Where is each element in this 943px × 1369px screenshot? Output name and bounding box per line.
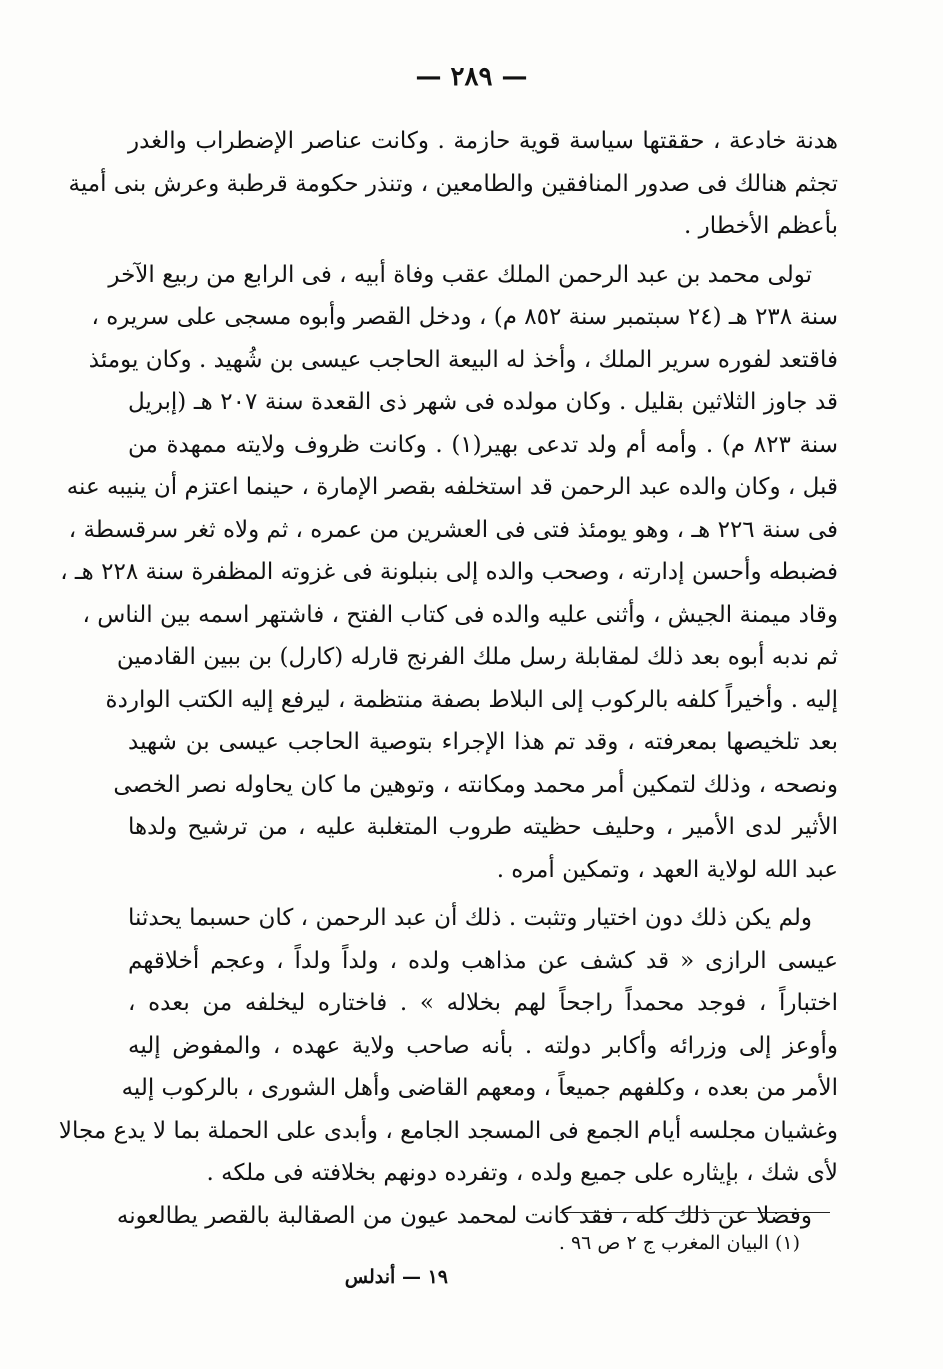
text-line: وقاد ميمنة الجيش ، وأثنى عليه والده فى كتاب الفتح ، فاشتهر اسمه بين الناس ،	[82, 601, 838, 628]
text-line: سنة ٨٢٣ م) . وأمه أم ولد تدعى بهير(١) . وكانت ظروف ولايته ممهدة من	[128, 431, 838, 458]
text-line: ثم ندبه أبوه بعد ذلك لمقابلة رسل ملك الفرنج قارله (كارل) بن ببين القادمين	[116, 644, 838, 670]
text-line: فاقتعد لفوره سرير الملك ، وأخذ له البيعة الحاجب عيسى بن شُهيد . وكان يومئذ	[88, 346, 838, 373]
text-line: تولى محمد بن عبد الرحمن الملك عقب وفاة أبيه ، فى الرابع من ربيع الآخر	[108, 261, 812, 288]
text-line: بأعظم الأخطار .	[684, 213, 838, 239]
footnote-divider	[560, 1212, 830, 1213]
text-line: وفضلا عن ذلك كله ، فقد كانت لمحمد عيون من الصقالبة بالقصر يطالعونه	[116, 1202, 812, 1229]
text-line: إليه . وأخيراً كلفه بالركوب إلى البلاط بصفة منتظمة ، ليرفع إليه الكتب الواردة	[105, 686, 838, 713]
text-line: عيسى الرازى « قد كشف عن مذاهب ولده ، ولداً ولداً ، وعجم أخلاقهم	[128, 947, 838, 974]
text-line: وغشيان مجلسه أيام الجمع فى المسجد الجامع ، وأبدى على الحملة بما لا يدع مجالا	[58, 1117, 838, 1144]
text-line: لأى شك ، بإيثاره على جميع ولده ، وتفرده دونهم بخلافته فى ملكه .	[206, 1160, 838, 1186]
text-line: اختباراً ، فوجد محمداً راجحاً لهم بخلاله » . فاختاره ليخلفه من بعده ،	[128, 990, 838, 1016]
text-line: عبد الله لولاية العهد ، وتمكين أمره .	[496, 856, 838, 883]
signature-mark: ١٩ — أندلس	[344, 1266, 448, 1288]
body-text	[58, 120, 839, 1237]
text-line: تجثم هنالك فى صدور المنافقين والطامعين ، وتنذر حكومة قرطبة وعرش بنى أمية	[68, 170, 838, 197]
text-line: ولم يكن ذلك دون اختيار وتثبت . ذلك أن عبد الرحمن ، كان حسبما يحدثنا	[128, 905, 812, 931]
page-number: — ٢٨٩ —	[415, 62, 528, 92]
text-line: ونصحه ، وذلك لتمكين أمر محمد ومكانته ، وتوهين ما كان يحاوله نصر الخصى	[113, 771, 838, 798]
text-line: فى سنة ٢٢٦ هـ ، وهو يومئذ فتى فى العشرين من عمره ، ثم ولاه ثغر سرقسطة ،	[68, 516, 838, 543]
text-line: قبل ، وكان والده عبد الرحمن قد استخلفه بقصر الإمارة ، حينما اعتزم أن ينيبه عنه	[66, 474, 838, 500]
text-line: بعد تلخيصها بمعرفته ، وقد تم هذا الإجراء بتوصية الحاجب عيسى بن شهيد	[128, 729, 838, 755]
text-line: الأمر من بعده ، وكلفهم جميعاً ، ومعهم القاضى وأهل الشورى ، بالركوب إليه	[121, 1075, 838, 1101]
text-line: الأثير لدى الأمير ، وحليف حظيته طروب المتغلبة عليه ، من ترشيح ولدها	[128, 814, 838, 840]
text-line: سنة ٢٣٨ هـ (٢٤ سبتمبر سنة ٨٥٢ م) ، ودخل القصر وأبوه مسجى على سريره ،	[91, 304, 838, 330]
text-line: وأوعز إلى وزرائه وأكابر دولته . بأنه صاحب ولاية عهده ، والمفوض إليه	[128, 1032, 838, 1059]
text-line: هدنة خادعة ، حققتها سياسة قوية حازمة . وكانت عناصر الإضطراب والغدر	[128, 128, 838, 154]
footnote: (١) البيان المغرب ج ٢ ص ٩٦ .	[558, 1232, 800, 1254]
text-line: قد جاوز الثلاثين بقليل . وكان مولده فى شهر ذى القعدة سنة ٢٠٧ هـ (إبريل	[128, 389, 839, 415]
text-line: فضبطه وأحسن إدارته ، وصحب والده إلى بنبلونة فى غزوته المظفرة سنة ٢٢٨ هـ ،	[60, 559, 838, 585]
